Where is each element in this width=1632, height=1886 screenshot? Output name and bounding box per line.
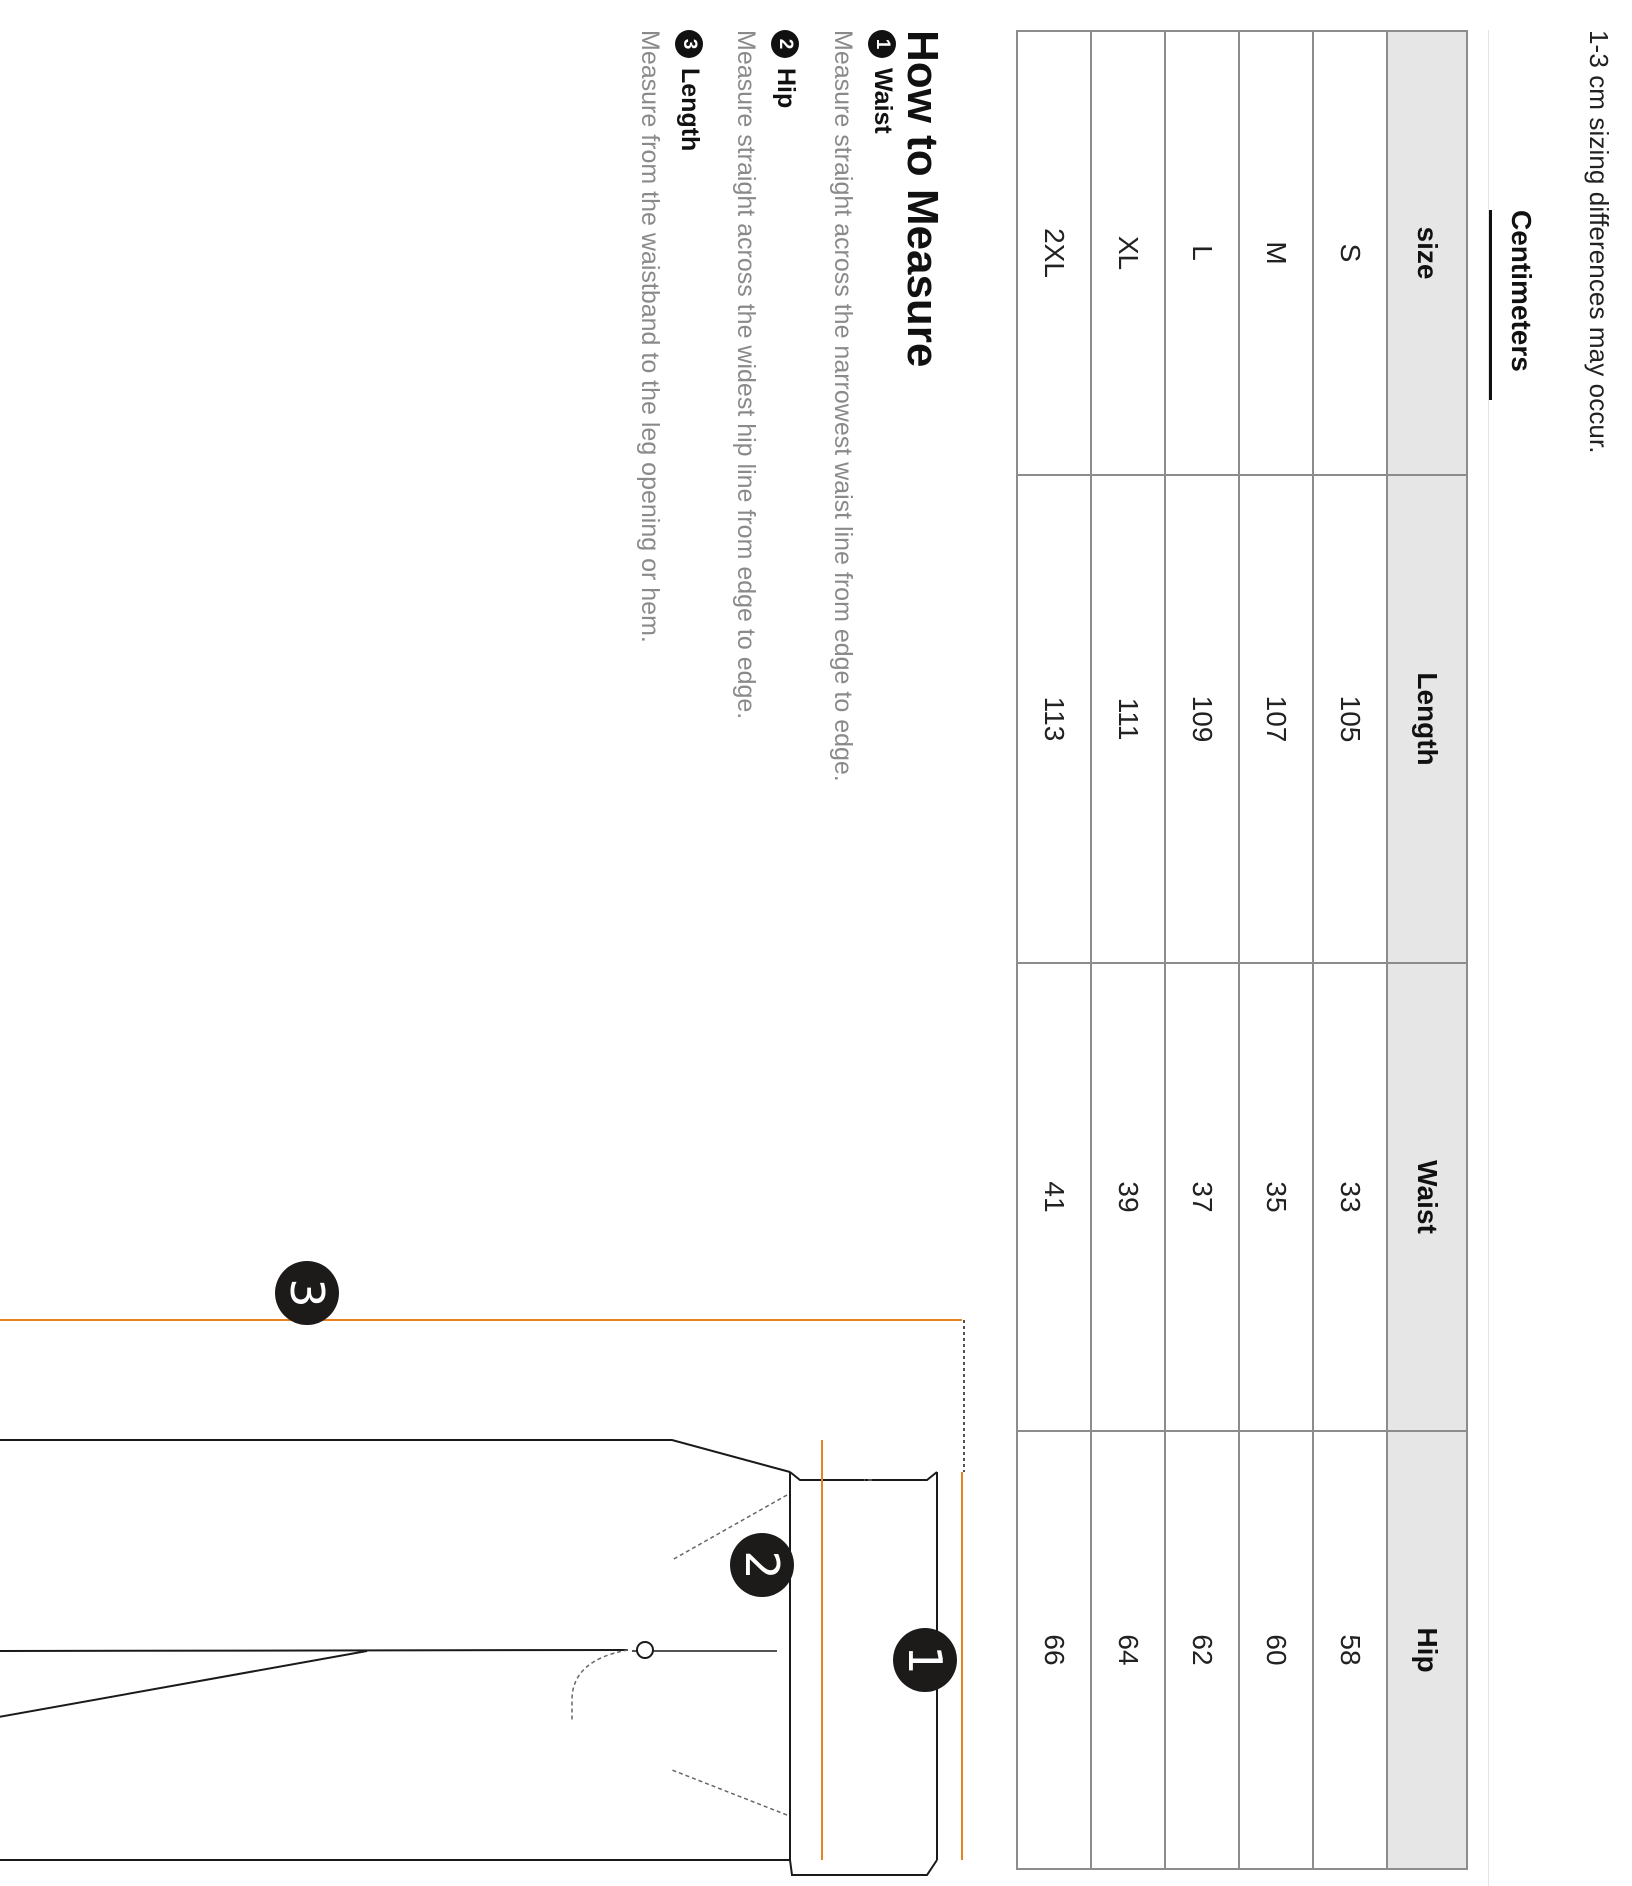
measurement-lines (0, 1320, 962, 1860)
header-size: size (1387, 31, 1467, 475)
pants-button-icon (637, 1642, 653, 1658)
cell-size: L (1165, 31, 1239, 475)
marker-1-label: 1 (898, 1645, 952, 1675)
pants-outline (0, 1440, 937, 1875)
marker-3-label: 3 (280, 1278, 334, 1308)
header-length: Length (1387, 475, 1467, 963)
cell-hip: 66 (1017, 1431, 1091, 1869)
cell-length: 107 (1239, 475, 1313, 963)
cell-hip: 62 (1165, 1431, 1239, 1869)
header-waist: Waist (1387, 963, 1467, 1431)
cell-length: 111 (1091, 475, 1165, 963)
cell-waist: 35 (1239, 963, 1313, 1431)
step-description: Measure straight across the widest hip line from edge to edge. (732, 30, 760, 720)
cell-size: 2XL (1017, 31, 1091, 475)
marker-2 (730, 1533, 794, 1597)
cell-waist: 39 (1091, 963, 1165, 1431)
tab-centimeters[interactable]: Centimeters (1506, 210, 1537, 372)
cell-hip: 58 (1313, 1431, 1387, 1869)
step-number-badge: 2 (772, 30, 800, 58)
cell-hip: 60 (1239, 1431, 1313, 1869)
step-label: Length (676, 68, 704, 152)
step-label: Waist (869, 68, 897, 134)
cell-size: M (1239, 31, 1313, 475)
marker-3 (275, 1261, 339, 1325)
cell-length: 109 (1165, 475, 1239, 963)
cell-size: XL (1091, 31, 1165, 475)
step-number-badge: 1 (869, 30, 897, 58)
header-hip: Hip (1387, 1431, 1467, 1869)
step-description: Measure straight across the narrowest waist line from edge to edge. (829, 30, 857, 782)
cell-waist: 41 (1017, 963, 1091, 1431)
cell-length: 105 (1313, 475, 1387, 963)
cell-hip: 64 (1091, 1431, 1165, 1869)
cell-waist: 37 (1165, 963, 1239, 1431)
cell-waist: 33 (1313, 963, 1387, 1431)
marker-1 (893, 1628, 957, 1692)
cell-length: 113 (1017, 475, 1091, 963)
pants-details (572, 1480, 872, 1815)
marker-2-label: 2 (735, 1550, 789, 1580)
step-description: Measure from the waistband to the leg opening or hem. (636, 30, 664, 643)
how-to-measure-title: How to Measure (898, 30, 947, 368)
cell-size: S (1313, 31, 1387, 475)
step-number-badge: 3 (676, 30, 704, 58)
sizing-disclaimer: 1-3 cm sizing differences may occur. (1584, 30, 1614, 454)
step-label: Hip (772, 68, 800, 109)
